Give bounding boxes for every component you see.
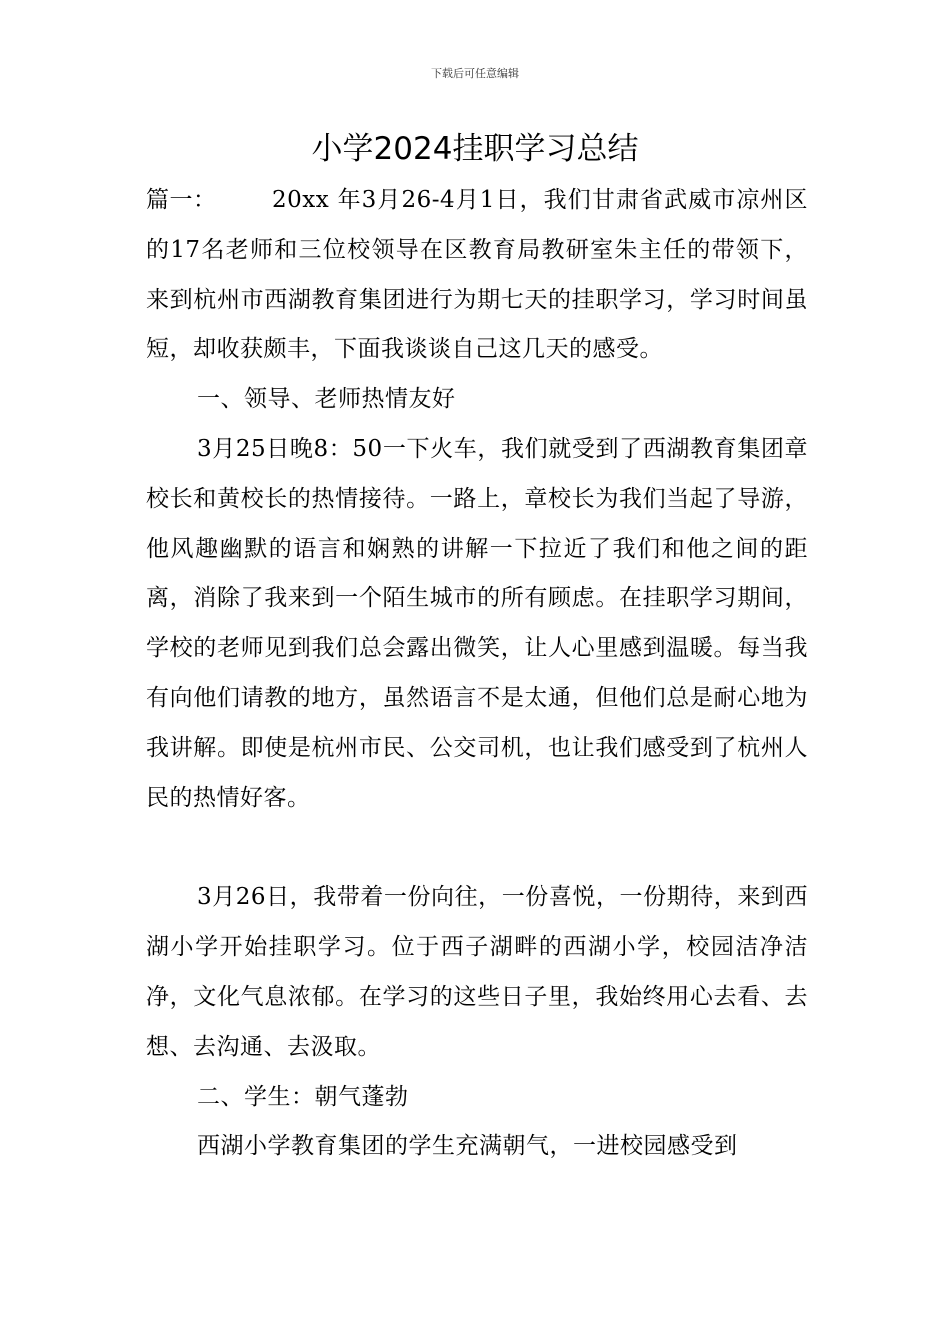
body-paragraph-1: 3月25日晚8：50一下火车，我们就受到了西湖教育集团章校长和黄校长的热情接待。一路上，章校长为我们当起了导游，他风趣幽默的语言和娴熟的讲解一下拉近了我们和他之间的距离，消除了我来到一个陌生城市的所有顾虑。在挂职学习期间，学校的老师见到我们总会露出微笑，让人心里感到温暖。每当我有向他们请教的地方，虽然语言不是太通，但他们总是耐心地为我讲解。即使是杭州市民、公交司机，也让我们感受到了杭州人民的热情好客。 [146,435,808,811]
intro-paragraph [146,176,808,375]
body-paragraph-3: 西湖小学教育集团的学生充满朝气，一进校园感受到 [197,1133,738,1160]
section-heading-1: 一、领导、老师热情友好 [197,386,456,413]
section-heading-2: 二、学生：朝气蓬勃 [197,1083,409,1110]
paragraph-spacer [146,823,808,873]
document-title: 小学2024挂职学习总结 [311,131,639,167]
page-header-note: 下载后可任意编辑 [431,67,519,80]
document-body [146,176,808,1172]
body-paragraph-2: 3月26日，我带着一份向往，一份喜悦，一份期待，来到西湖小学开始挂职学习。位于西子湖畔的西湖小学，校园洁净洁净，文化气息浓郁。在学习的这些日子里，我始终用心去看、去想、去沟通、去汲取。 [146,884,808,1060]
intro-label: 篇一： [146,187,217,213]
intro-text: 20xx 年3月26-4月1日，我们甘肃省武威市凉州区的17名老师和三位校领导在区教育局教研室朱主任的带领下，来到杭州市西湖教育集团进行为期七天的挂职学习，学习时间虽短，却收获颇丰，下面我谈谈自己这几天的感受。 [146,187,808,363]
